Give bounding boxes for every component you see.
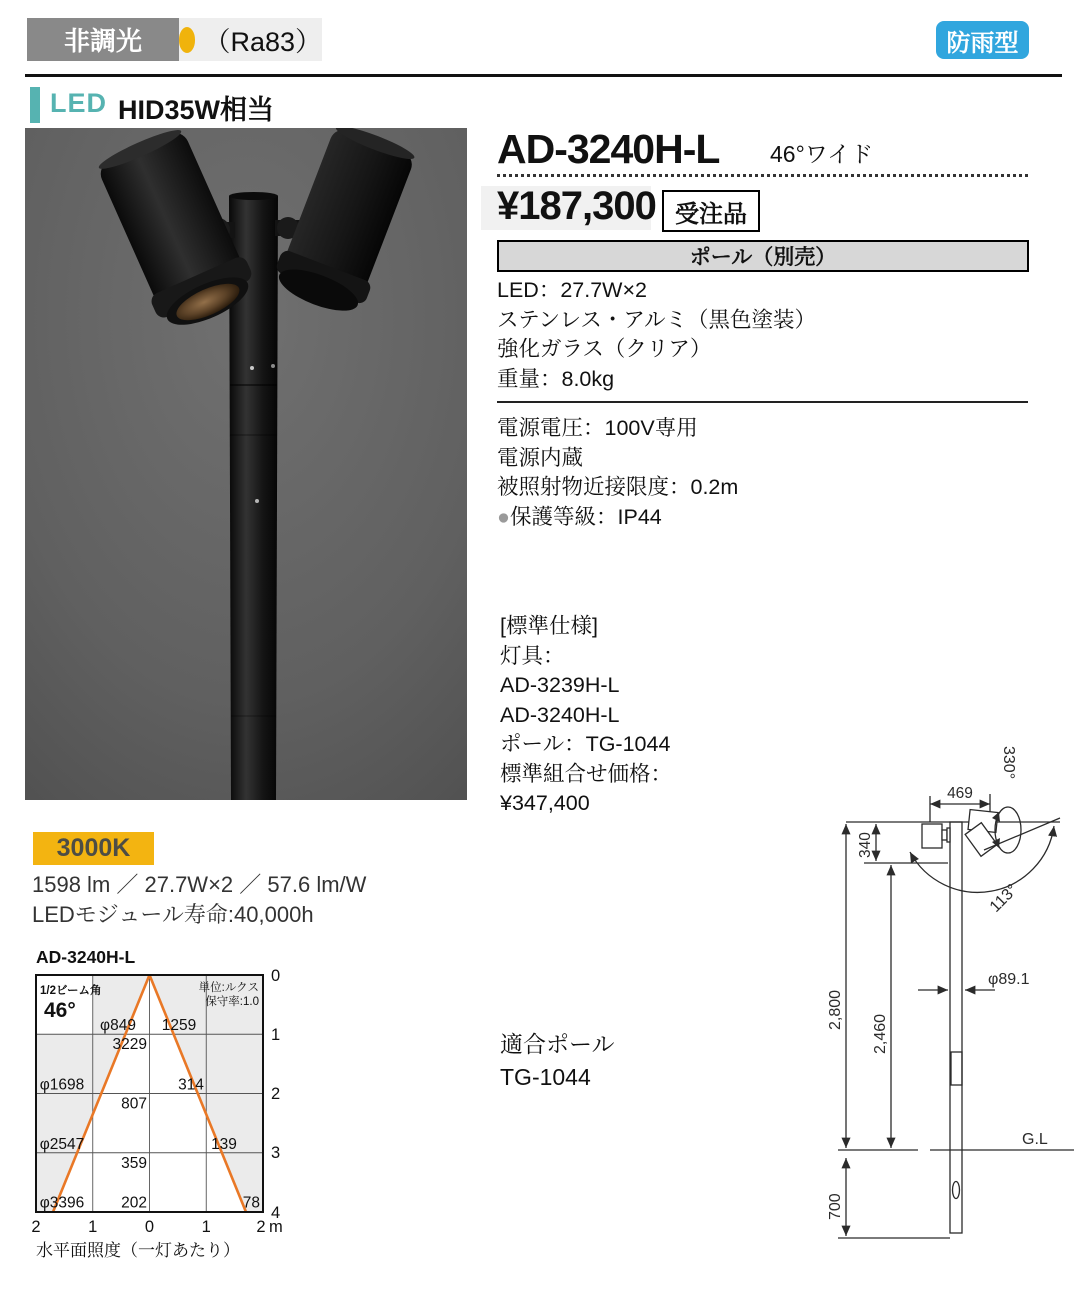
spec-divider: [497, 401, 1028, 403]
spec-line: 被照射物近接限度：0.2m: [497, 475, 739, 499]
edge-lux-1m: 1259: [161, 1017, 197, 1034]
std-line: AD-3240H-L: [500, 702, 620, 727]
ra-value: （Ra83）: [203, 27, 322, 57]
product-photo: [25, 128, 467, 800]
model-number: AD-3240H-L: [497, 126, 720, 172]
maintenance-note: 保守率:1.0: [205, 996, 259, 1008]
std-line: AD-3239H-L: [500, 673, 620, 697]
dim-head-height: 340: [857, 832, 874, 858]
spec-line: LED：27.7W×2: [497, 278, 647, 302]
beam-diameter-3m: φ2547: [39, 1135, 85, 1153]
x-tick: 2: [256, 1218, 266, 1236]
fit-pole-value: TG-1044: [500, 1064, 591, 1090]
center-lux-2m: 807: [121, 1095, 147, 1113]
led-accent-bar: [30, 87, 40, 123]
color-temperature-badge: 3000K: [33, 832, 154, 865]
chart-caption: 水平面照度（一灯あたり）: [36, 1241, 240, 1260]
edge-lux-4m: 78: [242, 1194, 260, 1212]
std-line: 標準組合せ価格：: [500, 761, 673, 786]
lamp-color-icon: [179, 27, 195, 53]
std-line: [標準仕様]: [500, 614, 598, 638]
center-lux-1m: 3229: [112, 1036, 147, 1053]
x-tick: 2: [31, 1218, 41, 1236]
non-dimmable-badge: 非調光: [27, 18, 179, 61]
spec-line: 重量：8.0kg: [497, 366, 615, 391]
beam-diameter-2m: φ1698: [39, 1076, 85, 1094]
power-specs: [497, 414, 738, 532]
bullet-icon: ●: [497, 504, 510, 529]
dotted-divider: [497, 174, 1028, 177]
rainproof-badge: 防雨型: [936, 21, 1029, 59]
y-tick: 4: [271, 1204, 281, 1222]
spec-line: 電源内蔵: [497, 445, 584, 470]
spec-line: 強化ガラス（クリア）: [497, 337, 712, 361]
fit-pole-label: 適合ポール: [500, 1031, 615, 1057]
ground-line-label: G.L: [1022, 1131, 1048, 1148]
dim-tilt: 113°: [986, 881, 1022, 916]
center-lux-4m: 202: [121, 1194, 147, 1212]
fit-pole-block: [500, 1028, 615, 1094]
x-unit: m: [269, 1218, 283, 1236]
x-tick: 0: [144, 1218, 155, 1236]
std-line: ¥347,400: [500, 791, 590, 815]
protection-text: 保護等級：IP44: [510, 504, 662, 529]
dim-rotation: 330°: [1000, 746, 1017, 780]
x-tick: 1: [88, 1218, 98, 1236]
y-tick: 3: [271, 1144, 281, 1162]
spec-line: ステンレス・アルミ（黒色塗装）: [497, 307, 816, 332]
dim-pole-diameter: φ89.1: [988, 971, 1030, 988]
std-line: ポール：TG-1044: [500, 732, 671, 756]
standard-spec-block: [500, 612, 672, 819]
luminous-flux: 1598 lm ／ 27.7W×2 ／ 57.6 lm/W: [32, 872, 367, 897]
chart-title: AD-3240H-L: [36, 947, 136, 967]
unit-note: 単位:ルクス: [198, 982, 259, 994]
beam-angle-type: 46°ワイド: [770, 141, 874, 167]
y-tick: 2: [271, 1085, 281, 1103]
photometric-chart: [30, 943, 300, 1263]
protection-line: [497, 503, 738, 533]
x-tick: 1: [201, 1218, 211, 1236]
spec-line: 電源電圧：100V専用: [497, 416, 698, 440]
led-module-life: LEDモジュール寿命:40,000h: [32, 902, 314, 927]
fixture-specs: [497, 276, 816, 394]
beam-diameter-4m: φ3396: [39, 1194, 85, 1212]
price: ¥187,300: [497, 184, 656, 228]
half-beam-angle: 46°: [44, 999, 76, 1022]
center-lux-3m: 359: [121, 1155, 147, 1172]
edge-lux-3m: 139: [211, 1135, 237, 1153]
drawing-labels: [827, 746, 1048, 1220]
beam-diameter-1m: φ849: [100, 1017, 136, 1034]
dim-embed-depth: 700: [827, 1193, 844, 1220]
header-divider: [25, 74, 1062, 77]
wattage-equivalent: HID35W相当: [118, 95, 275, 125]
edge-lux-2m: 314: [178, 1076, 204, 1094]
dim-head-width: 469: [947, 785, 973, 802]
y-tick: 1: [271, 1026, 281, 1044]
dim-total-height: 2,800: [827, 989, 844, 1030]
y-tick: 0: [271, 967, 281, 985]
dim-shaft-height: 2,460: [872, 1013, 889, 1054]
order-product-badge: 受注品: [662, 190, 760, 232]
half-beam-label: 1/2ビーム角: [40, 985, 102, 997]
dimension-drawing: [818, 738, 1084, 1294]
pole-sold-separately-header: ポール（別売）: [497, 240, 1029, 272]
std-line: 灯具：: [500, 643, 565, 668]
led-label: LED: [50, 88, 107, 118]
ra-badge: [179, 18, 322, 61]
